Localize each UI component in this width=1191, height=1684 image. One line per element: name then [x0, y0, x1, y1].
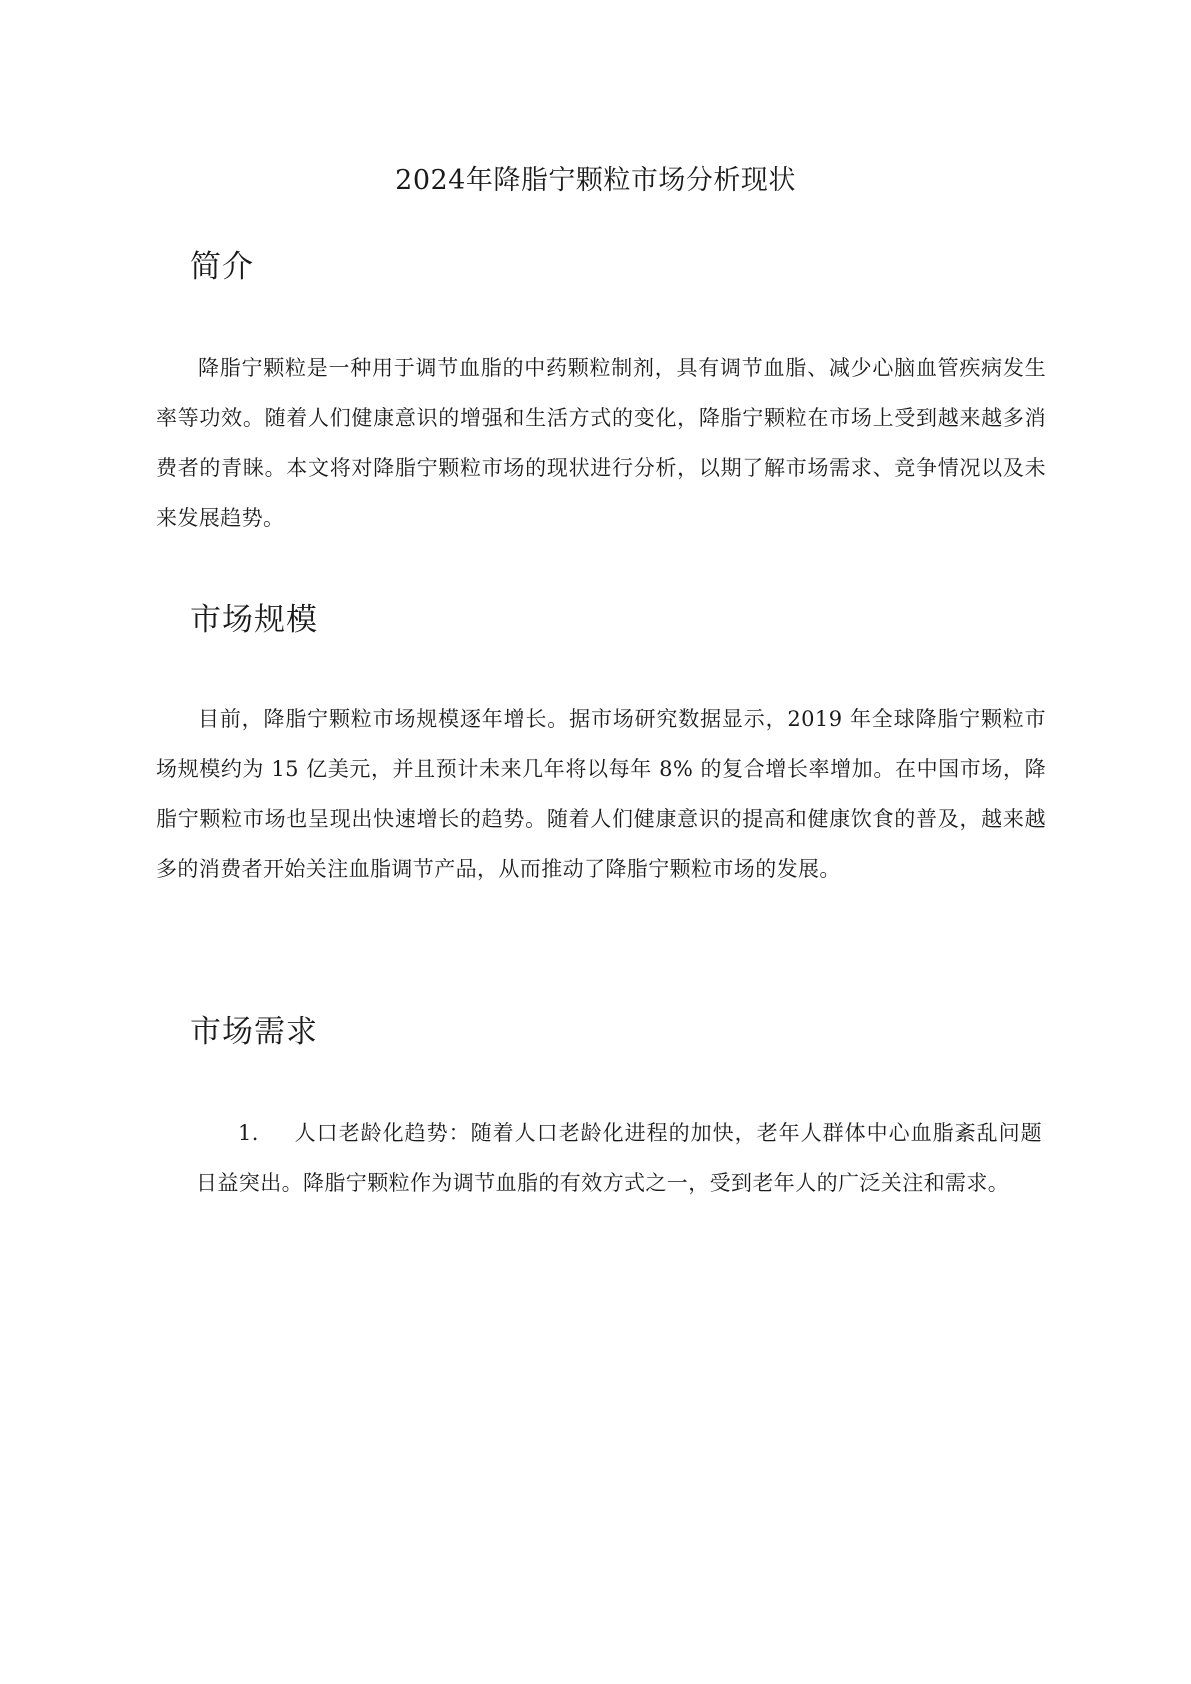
section-paragraph-intro: 降脂宁颗粒是一种用于调节血脂的中药颗粒制剂，具有调节血脂、减少心脑血管疾病发生率等功效。随着人们健康意识的增强和生活方式的变化，降脂宁颗粒在市场上受到越来越多消费者的青睐。本文将对降脂宁颗粒市场的现状进行分析，以期了解市场需求、竞争情况以及未来发展趋势。	[156, 356, 1046, 530]
section-heading-market-size: 市场规模	[190, 602, 318, 638]
section-heading-market-demand: 市场需求	[190, 1014, 318, 1050]
list-item	[196, 1108, 1042, 1208]
list-item-text: 人口老龄化趋势：随着人口老龄化进程的加快，老年人群体中心血脂紊乱问题日益突出。降脂宁颗粒作为调节血脂的有效方式之一，受到老年人的广泛关注和需求。	[196, 1121, 1042, 1195]
document-title: 2024年降脂宁颗粒市场分析现状	[395, 165, 796, 196]
section-paragraph-market-size: 目前，降脂宁颗粒市场规模逐年增长。据市场研究数据显示，2019 年全球降脂宁颗粒市场规模约为 15 亿美元，并且预计未来几年将以每年 8% 的复合增长率增加。在中国市场，降脂宁颗粒市场也呈现出快速增长的趋势。随着人们健康意识的提高和健康饮食的普及，越来越多的消费者开始关注血脂调节产品，从而推动了降脂宁颗粒市场的发展。	[156, 707, 1046, 881]
list-marker: 1.	[238, 1121, 259, 1145]
section-heading-intro: 简介	[190, 249, 254, 285]
